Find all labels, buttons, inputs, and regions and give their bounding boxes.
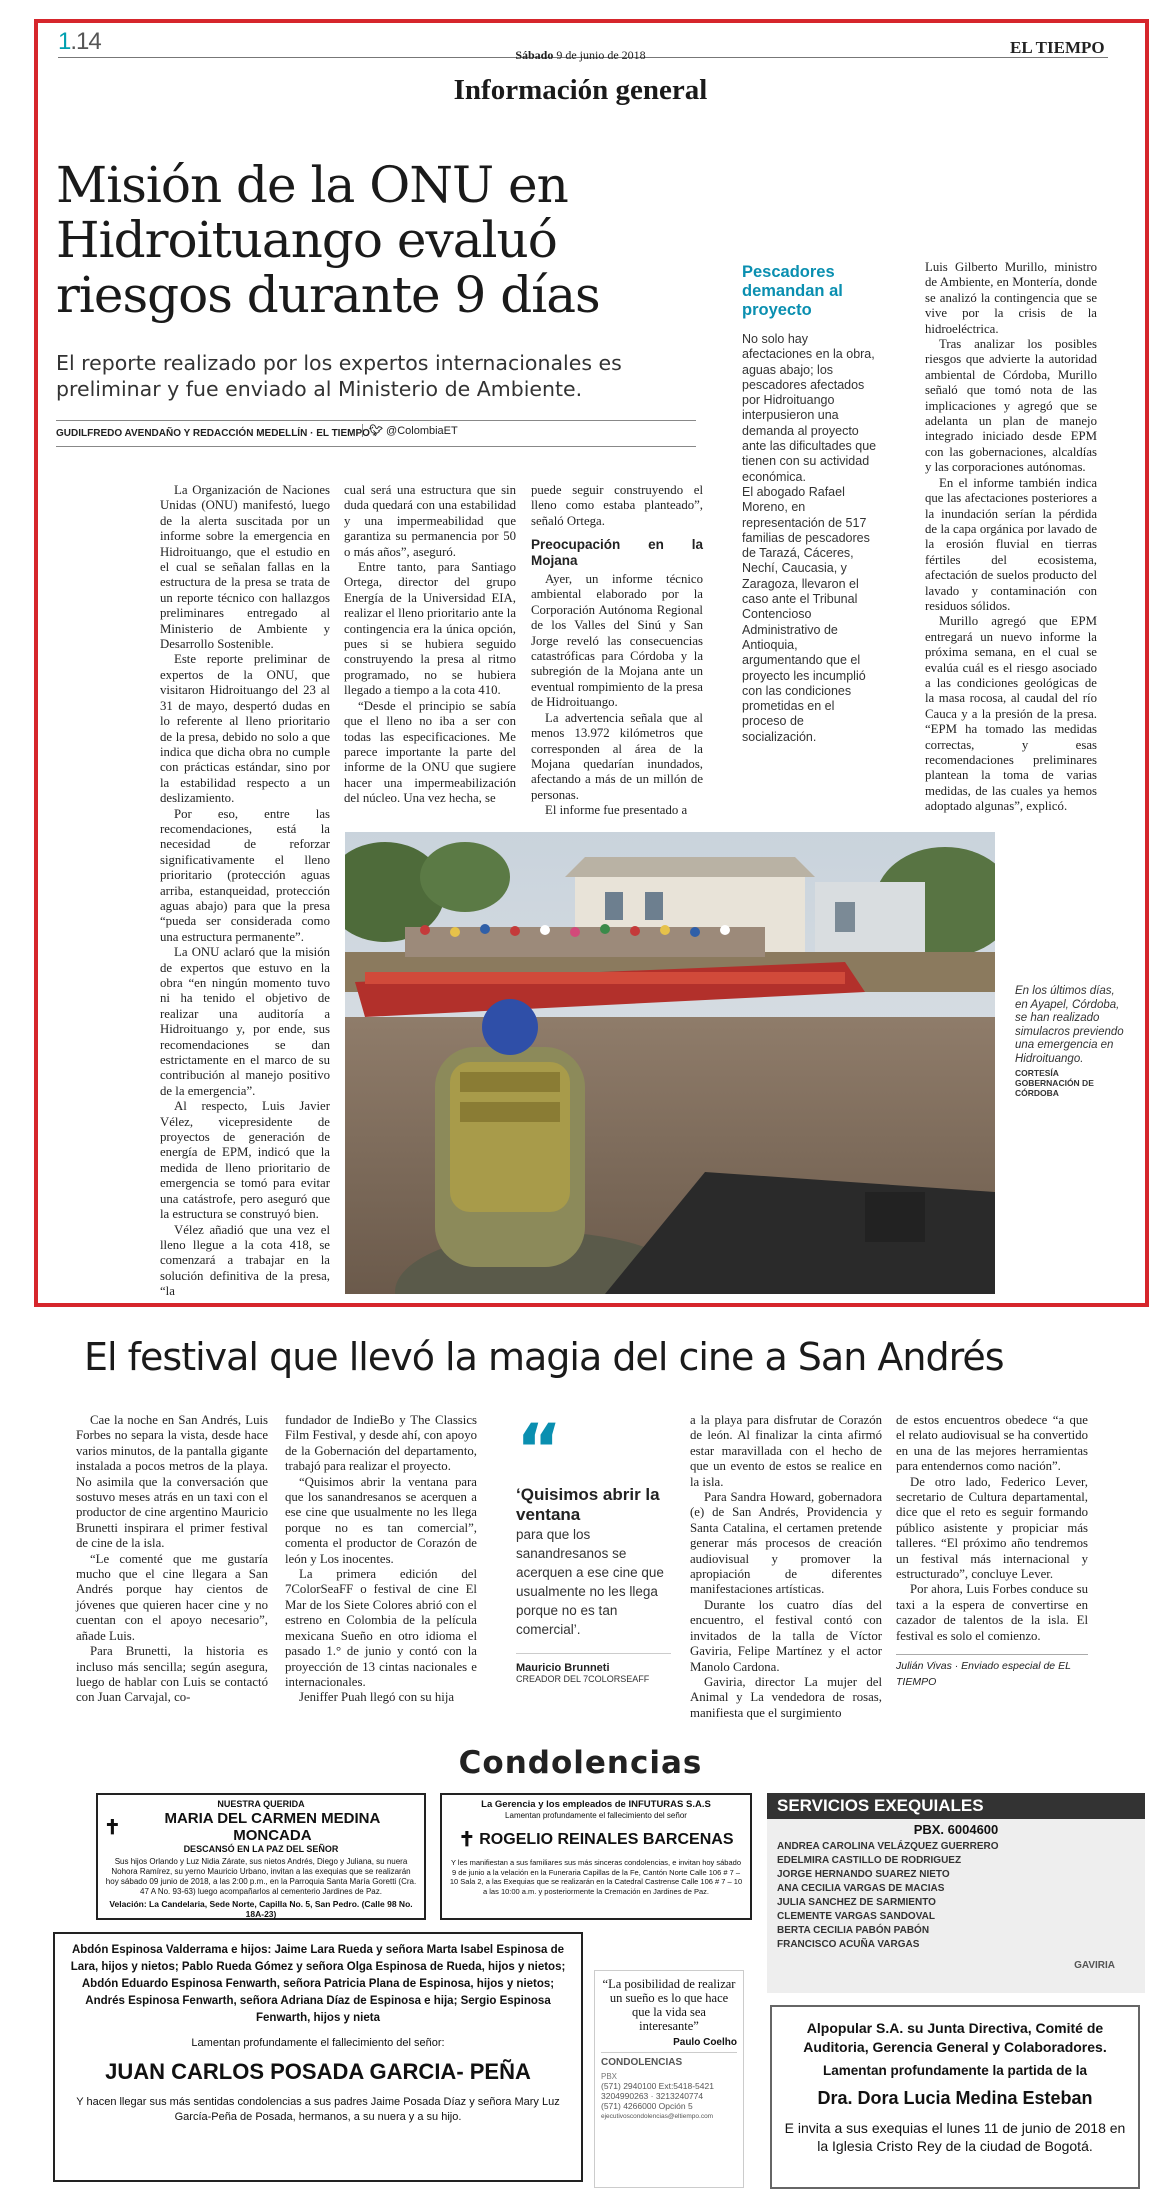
list-item: JULIA SANCHEZ DE SARMIENTO bbox=[777, 1897, 936, 1908]
sidebar-box bbox=[742, 263, 880, 745]
paragraph: Al respecto, Luis Javier Vélez, vicepresidente de proyectos de generación de energía de EPM, indicó que la medida de lleno prioritario de emergencia se tomó para evitar una catástrofe, pero aseguró que la estructura se construyó bien. bbox=[160, 1099, 330, 1222]
box-subhead: DESCANSÓ EN LA PAZ DEL SEÑOR bbox=[183, 1844, 339, 1854]
condolences-title: Condolencias bbox=[458, 1745, 703, 1781]
paragraph: Por eso, entre las recomendaciones, está la necesidad de reforzar significativamente el lleno prioritario (protección aguas arriba, estanqueidad, protección aguas abajo) para que la presa “pueda ser considerada como una estructura permanente”. bbox=[160, 806, 330, 944]
quote-mark-icon: “ bbox=[516, 1409, 563, 1491]
condolence-box-reinales bbox=[440, 1793, 752, 1920]
box-footer: E invita a sus exequias el lunes 11 de junio de 2018 en la Iglesia Cristo Rey de la ciudad de Bogotá. bbox=[784, 2120, 1126, 2154]
article-column-2 bbox=[344, 483, 516, 807]
box-family: Abdón Espinosa Valderrama e hijos: Jaime Lara Rueda y señora Marta Isabel Espinosa de Lara, hijos y nietos; Pablo Rueda Gómez y señora Olga Espinosa de Rueda, hijos y nietos; Abdón Eduardo Espinosa Fenwarth, señora Patricia Plana de Espinosa, hijos y nietos; Andrés Espinosa Fenwarth, señora Adriana Díaz de Espinosa e hija; Sergio Espinosa Fenwarth, hijos y nieta bbox=[70, 1944, 566, 2024]
paragraph: Para Sandra Howard, gobernadora (e) de San Andrés, Providencia y Santa Catalina, el certamen pretende generar más procesos de creación audiovisual y promover la apropiación de diferentes manifestaciones artísticas. bbox=[690, 1490, 882, 1597]
paragraph: El abogado Rafael Moreno, en representación de 517 familias de pescadores de Tarazá, Cáceres, Nechí, Caucasia, y Zaragoza, llevaron el caso ante el Tribunal Contencioso Administrativo de Antioquia, argumentando que el proyecto les incumplió con las condiciones prometidas en el proceso de socialización. bbox=[742, 484, 870, 744]
paragraph: a la playa para disfrutar de Corazón de león. Al finalizar la cinta afirmó estar maravillada con el hecho de que un evento de estos se realice en la isla. bbox=[690, 1413, 882, 1489]
quote-role: CREADOR DEL 7COLORSEAFF bbox=[516, 1674, 650, 1684]
paragraph: La primera edición del 7ColorSeaFF o festival de cine El Mar de los Siete Colores abrió con el estreno en Colombia de la película mexicana Sueño en otro idioma el pasado 1.° de junio y contó con la proyección de 13 cintas nacionales e internacionales. bbox=[285, 1567, 477, 1689]
box-phone: PBX. 6004600 bbox=[913, 1822, 999, 1837]
quote-author: Mauricio Brunneti bbox=[516, 1653, 671, 1674]
article-subtitle: El reporte realizado por los expertos internacionales es preliminar y fue enviado al Ministerio de Ambiente. bbox=[56, 351, 622, 401]
paragraph: puede seguir construyendo el lleno como estaba planteado”, señaló Ortega. bbox=[531, 483, 703, 528]
box-label: CONDOLENCIAS bbox=[601, 2052, 737, 2068]
sidebar-body bbox=[742, 332, 880, 745]
paragraph: La Organización de Naciones Unidas (ONU) manifestó, luego de la alerta suscitada por un informe sobre la emergencia en Hidroituango, que el estudio en el cual se señalan fallas en la estructura de la presa se trata de un reporte técnico con hallazgos preliminares entregado al Ministerio de Ambiente y Desarrollo Sostenible. bbox=[160, 483, 330, 652]
article-headline: Misión de la ONU en Hidroituango evaluó riesgos durante 9 días bbox=[56, 156, 600, 324]
paragraph: Entre tanto, para Santiago Ortega, director del grupo Energía de la Universidad EIA, realizar el lleno prioritario ante la contingencia era la única opción, pues si se hubiera seguido construyendo la presa al ritmo programado, no se hubiera llegado a tiempo a la cota 410. bbox=[344, 560, 516, 698]
coelho-quote: “La posibilidad de realizar un sueño es lo que hace que la vida sea interesante” bbox=[602, 1977, 736, 2033]
article-column-1 bbox=[160, 483, 330, 1300]
gaviria-logo: GAVIRIA bbox=[1074, 1960, 1115, 1971]
paragraph: Durante los cuatro días del encuentro, el festival contó con invitados de la talla de Víctor Gaviria, Felipe Martínez y el actor Manolo Cardona. bbox=[690, 1597, 882, 1674]
paragraph: Luis Gilberto Murillo, ministro de Ambiente, en Montería, donde se analizó la contingencia que se vive por la crisis de la hidroeléctrica. bbox=[925, 260, 1097, 336]
list-item: ANDREA CAROLINA VELÁZQUEZ GUERRERO bbox=[777, 1841, 999, 1852]
servicios-exequiales-box bbox=[767, 1793, 1145, 1993]
article-byline: GUDILFREDO AVENDAÑO Y REDACCIÓN MEDELLÍN · EL TIEMPO bbox=[56, 428, 370, 439]
byline-rule-bottom bbox=[56, 446, 696, 447]
photo-caption bbox=[1015, 985, 1125, 1098]
subheading: Preocupación en la Mojana bbox=[531, 537, 703, 568]
box-body: Y les manifiestan a sus familiares sus más sinceras condolencias, e invitan hoy sábado 9 de junio a la velación en la Funeraria Capillas de la Fe, Cantón Norte Calle 106 # 7 – 10 Sala 2, a las Exequias que se realizarán en la Catedral Castrense Calle 106 # 7 – 10 a las 10:00 a.m. y posteriormente la Cremación en Jardines de Paz. bbox=[449, 1858, 743, 1896]
paragraph: fundador de IndieBo y The Classics Film Festival, y desde ahí, con apoyo de la Gobernación del departamento, trabajó para realizar el proyecto. bbox=[285, 1413, 477, 1474]
list-item: JORGE HERNANDO SUAREZ NIETO bbox=[777, 1869, 950, 1880]
paragraph: de estos encuentros obedece “a que el relato audiovisual se ha convertido en una de las mejores herramientas para entendernos como nación”. bbox=[896, 1413, 1088, 1474]
paragraph: Cae la noche en San Andrés, Luis Forbes no separa la vista, desde hace varios minutos, de la pantalla gigante instalada a pocos metros de la playa. No asimila que la conversación que sostuvo meses atrás en un taxi con el productor de cine argentino Mauricio Brunetti inspirara el primer festival de cine de la isla. bbox=[76, 1413, 268, 1551]
sidebar-title: Pescadores demandan al proyecto bbox=[742, 263, 843, 319]
condolence-box-medina bbox=[96, 1793, 426, 1920]
paragraph: Murillo agregó que EPM entregará un nuevo informe la próxima semana, en el cual se evalúa cuál es el riesgo asociado a las condiciones geológicas de la masa rocosa, al caudal del río Cauca y a la presión de la presa. “EPM ha tomado las medidas correctas, y esas recomendaciones preliminares plantean la toma de varias medidas, de las cuales ya hemos adoptado algunas”, explicó. bbox=[925, 614, 1097, 814]
paragraph: Por ahora, Luis Forbes conduce su taxi a la espera de convertirse en cazador de talentos de la isla. El festival es solo el comienzo. bbox=[896, 1582, 1088, 1643]
list-item: FRANCISCO ACUÑA VARGAS bbox=[777, 1939, 920, 1950]
list-item: EDELMIRA CASTILLO DE RODRIGUEZ bbox=[777, 1855, 962, 1866]
section-title: Información general bbox=[453, 74, 708, 106]
festival-column-5 bbox=[896, 1413, 1088, 1690]
list-item: CLEMENTE VARGAS SANDOVAL bbox=[777, 1911, 935, 1922]
box-body: Sus hijos Orlando y Luz Nidia Zárate, sus nietos Andrés, Diego y Juliana, su nuera Nohora Ramírez, su yerno Mauricio Urbano, invitan a las exequias que se realizarán hoy sábado 09 junio de 2018, a las 2:00 p.m., en la Parroquia Santa María Goretti (Cra. 47 A No. 93-63) luego acompañarlos al cementerio Jardines de Paz. bbox=[105, 1857, 417, 1896]
deceased-name: ROGELIO REINALES BARCENAS bbox=[479, 1830, 734, 1848]
phone-number: 3204990263 · 3213240774 bbox=[601, 2091, 704, 2101]
festival-headline: El festival que llevó la magia del cine a San Andrés bbox=[84, 1335, 1004, 1379]
cross-icon: ✝ bbox=[104, 1816, 121, 1839]
paragraph: Jeniffer Puah llegó con su hija bbox=[299, 1690, 455, 1705]
boat-scene-image bbox=[345, 832, 995, 1294]
box-body: Alpopular S.A. su Junta Directiva, Comité de Auditoria, Gerencia General y Colaboradores. bbox=[803, 2020, 1107, 2055]
paragraph: cual será una estructura que sin duda quedará con una estabilidad y una impermeabilidad que garantiza su permanencia por 50 o más años”, aseguró. bbox=[344, 483, 516, 559]
box-subhead: Lamentan profundamente la partida de la bbox=[822, 2063, 1088, 2078]
list-item: BERTA CECILIA PABÓN PABÓN bbox=[777, 1925, 930, 1936]
paragraph: “Desde el principio se sabía que el lleno no iba a ser con todas las especificaciones. Me parece importante la parte del informe de la ONU que sugiere hacer una impermeabilización del núcleo. Una vez hecha, se bbox=[344, 698, 516, 806]
phone-number: (571) 4266000 Opción 5 bbox=[601, 2101, 693, 2111]
paragraph: Para Brunetti, la historia es incluso más sencilla; según asegura, luego de hablar con Luis se contactó con Juan Carvajal, co- bbox=[76, 1644, 268, 1705]
caption-text: En los últimos días, en Ayapel, Córdoba, se han realizado simulacros previendo una emergencia en Hidroituango. bbox=[1015, 985, 1124, 1065]
article-photo bbox=[345, 832, 995, 1294]
quote-main: ‘Quisimos abrir la ventana bbox=[516, 1485, 660, 1524]
article-column-5 bbox=[925, 260, 1097, 815]
box-header: SERVICIOS EXEQUIALES bbox=[767, 1793, 1145, 1819]
paragraph: Tras analizar los posibles riesgos que advierte la autoridad ambiental de Córdoba, Murillo señaló que tomó nota de las implicaciones y agregó que se adelanta un plan de manejo integrado iniciado desde EPM con las gobernaciones, alcaldías y las corporaciones autónomas. bbox=[925, 337, 1097, 475]
names-list bbox=[767, 1840, 1145, 1952]
brand-logo: EL TIEMPO bbox=[1010, 38, 1105, 57]
author-signature: Julián Vivas · Enviado especial de EL TIEMPO bbox=[896, 1654, 1088, 1690]
twitter-handle[interactable]: 🐦︎ @ColombiaET bbox=[362, 424, 458, 437]
paragraph: La advertencia señala que al menos 13.972 kilómetros que corresponden al área de la Mojana quedarían inundados, afectando a más de un millón de personas. bbox=[531, 710, 703, 802]
quote-author: Paulo Coelho bbox=[673, 2037, 737, 2048]
publication-date: Sábado 9 de junio de 2018 bbox=[515, 48, 646, 62]
page-number: 1.14 bbox=[58, 28, 101, 55]
deceased-name: MARIA DEL CARMEN MEDINA MONCADA bbox=[164, 1810, 381, 1844]
paragraph: La ONU aclaró que la misión de expertos que estuvo en la obra “en ningún momento tuvo ni ha tenido el objetivo de realizar una auditoría a Hidroituango y, por ende, sus recomendaciones se dan estrictamente en el marco de su contribución al manejo positivo de la emergencia”. bbox=[160, 945, 330, 1098]
festival-column-2 bbox=[285, 1413, 477, 1706]
twitter-icon: 🐦︎ bbox=[369, 425, 387, 437]
box-kicker: La Gerencia y los empleados de INFUTURAS S.A.S bbox=[481, 1799, 711, 1810]
paragraph: Gaviria, director La mujer del Animal y La vendedora de rosas, manifiesta que el surgimiento bbox=[690, 1674, 882, 1720]
article-column-3 bbox=[531, 483, 703, 819]
festival-column-4 bbox=[690, 1413, 882, 1721]
pull-quote bbox=[516, 1409, 671, 1684]
phone-number: (571) 2940100 Ext:5418-5421 bbox=[601, 2081, 714, 2091]
photo-credit: CORTESÍA GOBERNACIÓN DE CÓRDOBA bbox=[1015, 1068, 1094, 1098]
paragraph: En el informe también indica que las afectaciones posteriores a la inundación serían la pérdida de la capa orgánica por lavado de la erosión fluvial en tierras fértiles del ecosistema, afectación de suelos producto del lavado y contaminación con residuos sólidos. bbox=[925, 475, 1097, 613]
paragraph: Ayer, un informe técnico ambiental elaborado por la Corporación Autónoma Regional de los Valles del Sinú y San Jorge reveló las consecuencias catastróficas para Córdoba y la subregión de la Mojana ante un eventual rompimiento de la presa de Hidroituango. bbox=[531, 572, 703, 710]
deceased-name: JUAN CARLOS POSADA GARCIA- PEÑA bbox=[105, 2059, 531, 2084]
box-subhead: Lamentan profundamente el fallecimiento del señor bbox=[505, 1811, 687, 1820]
email-link[interactable]: ejecutivoscondolencias@eltiempo.com bbox=[601, 2113, 714, 2120]
paragraph: Este reporte preliminar de expertos de la ONU, que visitaron Hidroituango del 23 al 31 de mayo, despertó dudas en lo referente al lleno prioritario de la presa, debido no solo a que indica que dicha obra no cumple con prácticas estándar, sino por la estabilidad respecto a un deslizamiento. bbox=[160, 652, 330, 806]
deceased-name: Dra. Dora Lucia Medina Esteban bbox=[817, 2088, 1093, 2108]
paragraph: De otro lado, Federico Lever, secretario de Cultura departamental, dice que el reto es seguir formando público asistente y propiciar más talleres. “El próximo año tendremos un festival más internacional y estructurado”, concluye Lever. bbox=[896, 1474, 1088, 1582]
paragraph: “Le comenté que me gustaría mucho que el cine llegara a San Andrés porque hay cientos de jóvenes que quieren hacer cine y no cuentan con el apoyo necesario”, añade Luis. bbox=[76, 1551, 268, 1643]
condolence-box-posada bbox=[53, 1932, 583, 2182]
paragraph: Vélez añadió que una vez el lleno llegue a la cota 418, se comenzará a trabajar en la solución definitiva de la presa, “la bbox=[160, 1222, 330, 1299]
box-kicker: NUESTRA QUERIDA bbox=[217, 1799, 305, 1809]
condolence-box-medina-esteban bbox=[770, 2005, 1140, 2189]
paragraph: El informe fue presentado a bbox=[545, 803, 688, 818]
box-footer: Velación: La Candelaria, Sede Norte, Capilla No. 5, San Pedro. (Calle 98 No. 18A-23) bbox=[109, 1899, 413, 1919]
byline-rule-top bbox=[56, 420, 696, 421]
list-item: ANA CECILIA VARGAS DE MACIAS bbox=[777, 1883, 945, 1894]
quote-rest: para que los sanandresanos se acerquen a ese cine que usualmente no les llega porque no es tan comercial’. bbox=[516, 1527, 664, 1637]
pbx-label: PBX bbox=[601, 2072, 618, 2081]
paragraph: No solo hay afectaciones en la obra, aguas abajo; los pescadores afectados por Hidroituango interpusieron una demanda al proyecto ante las dificultades que tienen con su actividad económica. bbox=[742, 332, 877, 484]
festival-column-1 bbox=[76, 1413, 268, 1706]
box-body: Y hacen llegar sus más sentidas condolencias a sus padres Jaime Posada Díaz y señora Mary Luz García-Peña de Posada, hermanos, a su nuera y a su hijo. bbox=[76, 2096, 560, 2123]
paragraph: “Quisimos abrir la ventana para que los sanandresanos se acerquen a ese cine que usualmente no les llega porque no es tan comercial”, comenta el productor de Corazón de león y Los inocentes. bbox=[285, 1474, 477, 1566]
condolences-service-box bbox=[594, 1970, 744, 2188]
cross-icon: ✝ bbox=[458, 1829, 476, 1851]
box-subhead: Lamentan profundamente el fallecimiento del señor: bbox=[191, 2037, 445, 2049]
